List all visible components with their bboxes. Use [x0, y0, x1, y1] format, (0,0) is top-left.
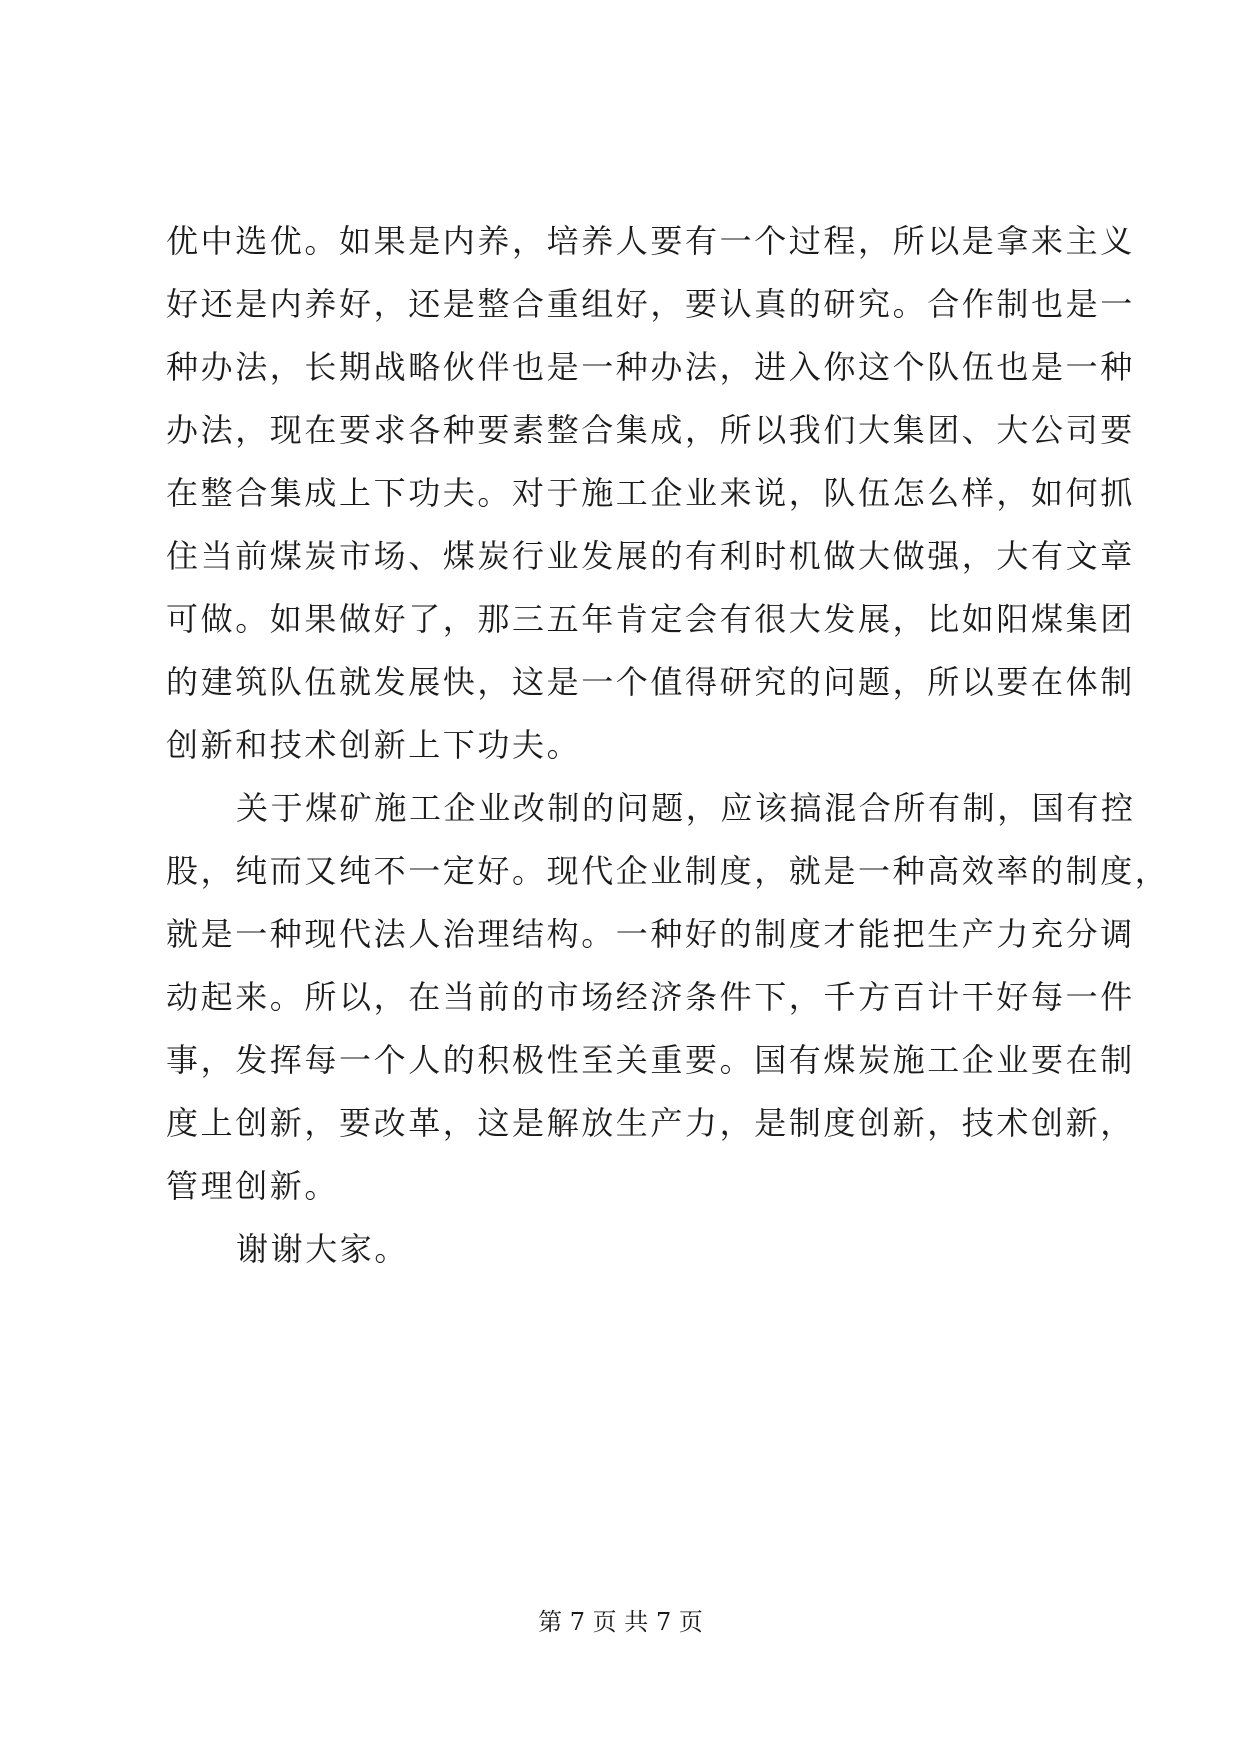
text-line: 住当前煤炭市场、煤炭行业发展的有利时机做大做强，大有文章 [166, 537, 1135, 575]
text-line: 事，发挥每一个人的积极性至关重要。国有煤炭施工企业要在制 [166, 1041, 1135, 1079]
text-line: 种办法，长期战略伙伴也是一种办法，进入你这个队伍也是一种 [166, 348, 1135, 386]
text-line: 优中选优。如果是内养，培养人要有一个过程，所以是拿来主义 [166, 222, 1135, 260]
text-line: 办法，现在要求各种要素整合集成，所以我们大集团、大公司要 [166, 411, 1135, 449]
text-line: 动起来。所以，在当前的市场经济条件下，千方百计干好每一件 [166, 978, 1135, 1016]
text-line: 就是一种现代法人治理结构。一种好的制度才能把生产力充分调 [166, 915, 1135, 953]
text-line: 管理创新。 [166, 1167, 340, 1205]
text-line: 可做。如果做好了，那三五年肯定会有很大发展，比如阳煤集团 [166, 600, 1135, 638]
text-line: 好还是内养好，还是整合重组好，要认真的研究。合作制也是一 [166, 285, 1135, 323]
text-line: 在整合集成上下功夫。对于施工企业来说，队伍怎么样，如何抓 [166, 474, 1135, 512]
document-body [166, 210, 1170, 1281]
text-line: 度上创新，要改革，这是解放生产力，是制度创新，技术创新， [166, 1104, 1135, 1142]
page-number: 第 7 页 共 7 页 [538, 1608, 703, 1636]
text-line: 关于煤矿施工企业改制的问题，应该搞混合所有制，国有控 [236, 789, 1136, 827]
paragraph-1 [166, 210, 1135, 777]
paragraph-3 [166, 1218, 1086, 1281]
text-line: 创新和技术创新上下功夫。 [166, 726, 582, 764]
text-line: 的建筑队伍就发展快，这是一个值得研究的问题，所以要在体制 [166, 663, 1135, 701]
text-line: 谢谢大家。 [236, 1230, 410, 1268]
text-line: 股，纯而又纯不一定好。现代企业制度，就是一种高效率的制度， [166, 852, 1170, 890]
paragraph-2 [166, 777, 1170, 1218]
